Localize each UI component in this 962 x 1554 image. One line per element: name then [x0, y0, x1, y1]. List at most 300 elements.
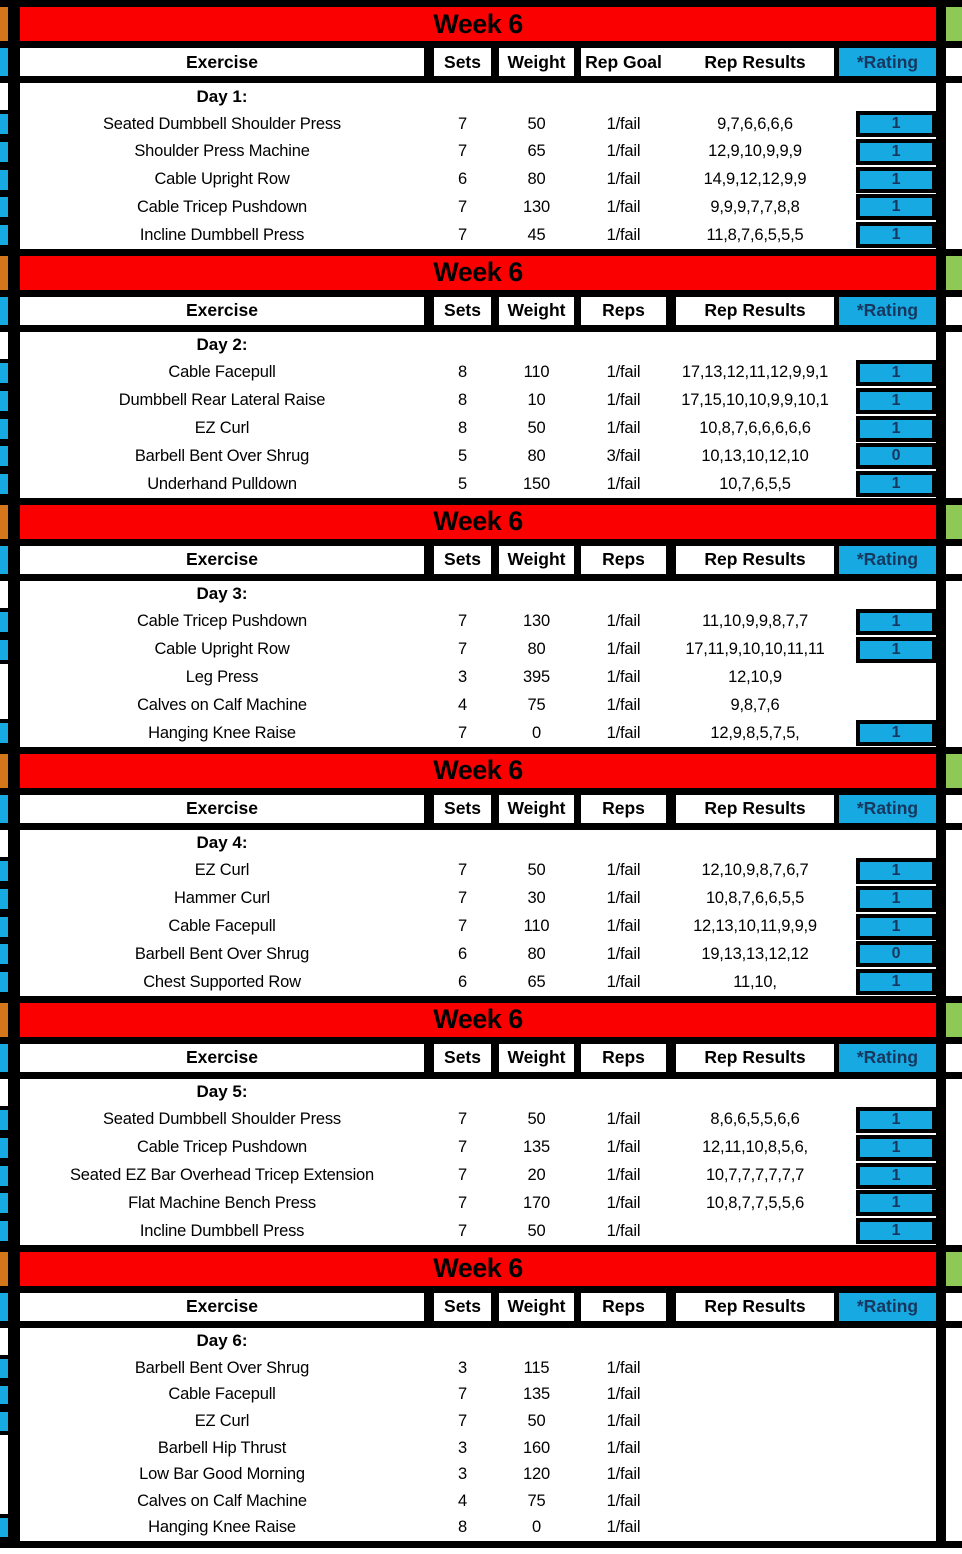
- next-week-edge-cell[interactable]: [946, 256, 962, 290]
- rep-results-cell[interactable]: 12,9,10,9,9,9: [708, 142, 802, 161]
- weight-cell[interactable]: 50: [527, 419, 546, 438]
- rating-value-box[interactable]: 1: [856, 1163, 936, 1189]
- prev-rating-header-edge[interactable]: [0, 546, 8, 574]
- next-week-edge-cell[interactable]: [946, 1003, 962, 1037]
- rep-results-cell[interactable]: [676, 1217, 834, 1245]
- rating-value-box[interactable]: 1: [856, 609, 936, 635]
- sets-cell[interactable]: 4: [458, 1491, 467, 1510]
- rating-value-box[interactable]: 1: [856, 1135, 936, 1161]
- exercise-name-cell[interactable]: Chest Supported Row: [143, 972, 301, 991]
- column-divider: [424, 1044, 434, 1072]
- rating-value-box[interactable]: 1: [856, 194, 936, 220]
- weight-cell[interactable]: 150: [523, 474, 550, 493]
- exercise-row: [0, 913, 962, 941]
- rep-results-column-header[interactable]: Rep Results: [704, 1047, 806, 1068]
- weight-cell[interactable]: 65: [527, 972, 546, 991]
- rep-goal-cell[interactable]: 1/fail: [606, 142, 641, 161]
- rep-goal-cell[interactable]: 1/fail: [606, 170, 641, 189]
- prev-week-edge-cell[interactable]: [0, 505, 8, 539]
- day-label-cell[interactable]: Day 1:: [196, 86, 248, 106]
- week-title-cell[interactable]: Week 6: [20, 1003, 936, 1037]
- rating-cell: [839, 1106, 936, 1134]
- sets-cell[interactable]: 7: [458, 917, 467, 936]
- rep-goal-cell[interactable]: 1/fail: [606, 917, 641, 936]
- exercise-name-cell[interactable]: Cable Tricep Pushdown: [136, 1138, 308, 1157]
- weight-cell[interactable]: 115: [523, 1358, 550, 1377]
- sets-column-header[interactable]: Sets: [444, 51, 481, 72]
- rating-value-box[interactable]: 1: [856, 167, 936, 193]
- rating-value-box[interactable]: 1: [856, 1107, 936, 1133]
- exercise-name-cell[interactable]: Barbell Bent Over Shrug: [134, 944, 310, 963]
- prev-rating-header-edge[interactable]: [0, 1044, 8, 1072]
- sets-cell[interactable]: 3: [458, 1358, 467, 1377]
- rep-goal-cell[interactable]: 1/fail: [606, 944, 641, 963]
- sets-cell[interactable]: 3: [458, 1438, 467, 1457]
- weight-cell[interactable]: 75: [527, 1491, 546, 1510]
- weight-cell[interactable]: 80: [527, 640, 546, 659]
- rep-results-cell[interactable]: 17,13,12,11,12,9,9,1: [681, 363, 829, 382]
- weight-cell[interactable]: 135: [523, 1385, 550, 1404]
- rating-value-box[interactable]: 1: [856, 1218, 936, 1244]
- sets-cell[interactable]: 7: [458, 114, 467, 133]
- table-left-border: [8, 719, 20, 747]
- empty-cells[interactable]: [424, 581, 936, 608]
- prev-week-edge-cell[interactable]: [0, 754, 8, 788]
- exercise-name-cell[interactable]: Flat Machine Bench Press: [128, 1193, 316, 1212]
- rating-value-box[interactable]: 1: [856, 139, 936, 165]
- exercise-name-cell[interactable]: Seated Dumbbell Shoulder Press: [103, 1110, 341, 1129]
- exercise-column-header[interactable]: Exercise: [185, 51, 258, 72]
- sets-cell[interactable]: 4: [458, 695, 467, 714]
- weight-column-header[interactable]: Weight: [507, 300, 566, 321]
- weight-cell[interactable]: 120: [523, 1465, 550, 1484]
- reps-column-header[interactable]: Reps: [602, 300, 645, 321]
- rep-results-cell[interactable]: [676, 1355, 834, 1382]
- table-left-border: [8, 1003, 20, 1037]
- weight-cell[interactable]: 50: [527, 861, 546, 880]
- rating-cell: [839, 608, 936, 636]
- next-week-edge-cell[interactable]: [946, 1252, 962, 1286]
- prev-rating-header-edge[interactable]: [0, 297, 8, 325]
- rep-goal-cell[interactable]: 1/fail: [606, 723, 641, 742]
- next-table-edge: [946, 1435, 962, 1462]
- sets-cell[interactable]: 7: [458, 225, 467, 244]
- rating-value-box[interactable]: 1: [856, 886, 936, 912]
- sets-cell[interactable]: 7: [458, 1193, 467, 1212]
- exercise-row: [0, 719, 962, 747]
- table-right-border: [936, 166, 946, 194]
- rep-goal-cell[interactable]: 1/fail: [606, 640, 641, 659]
- rep-results-column-header[interactable]: Rep Results: [704, 1296, 806, 1317]
- week-title-cell[interactable]: Week 6: [20, 1252, 936, 1286]
- weight-cell[interactable]: 20: [527, 1166, 546, 1185]
- rating-value-box[interactable]: 0: [856, 941, 936, 967]
- weight-cell[interactable]: 65: [527, 142, 546, 161]
- exercise-row: [0, 940, 962, 968]
- table-left-border: [8, 608, 20, 636]
- rating-column-header[interactable]: *Rating: [839, 1293, 936, 1321]
- rep-results-cell[interactable]: 19,13,13,12,12: [701, 944, 809, 963]
- day-label-cell[interactable]: Day 4:: [196, 833, 248, 853]
- weight-cell[interactable]: 170: [523, 1193, 550, 1212]
- reps-column-header[interactable]: Reps: [602, 1296, 645, 1317]
- rep-goal-cell[interactable]: 1/fail: [606, 225, 641, 244]
- exercise-column-header[interactable]: Exercise: [185, 1296, 258, 1317]
- column-divider: [491, 1044, 499, 1072]
- rep-results-cell[interactable]: [676, 1461, 834, 1488]
- rep-goal-cell[interactable]: 1/fail: [606, 419, 641, 438]
- rep-results-column-header[interactable]: Rep Results: [704, 549, 806, 570]
- prev-rating-cell-edge: [0, 138, 8, 166]
- rep-goal-cell[interactable]: 1/fail: [606, 1465, 641, 1484]
- rating-column-header[interactable]: *Rating: [839, 297, 936, 325]
- sets-cell[interactable]: 5: [458, 474, 467, 493]
- sets-cell[interactable]: 7: [458, 612, 467, 631]
- table-right-border: [936, 1328, 946, 1355]
- weight-cell[interactable]: 50: [527, 1411, 546, 1430]
- rep-results-cell[interactable]: 12,13,10,11,9,9,9: [693, 917, 817, 936]
- rating-value-box[interactable]: 1: [856, 720, 936, 746]
- next-table-edge: [946, 221, 962, 249]
- rep-goal-cell[interactable]: 1/fail: [606, 1491, 641, 1510]
- prev-rating-cell-edge: [0, 636, 8, 664]
- week-section: [0, 498, 962, 747]
- weight-cell[interactable]: 30: [527, 889, 546, 908]
- rep-results-cell[interactable]: 12,10,9: [728, 667, 782, 686]
- sets-cell[interactable]: 7: [458, 889, 467, 908]
- rep-results-cell[interactable]: [676, 1408, 834, 1435]
- exercise-name-cell[interactable]: Barbell Bent Over Shrug: [134, 446, 310, 465]
- rep-goal-cell[interactable]: 1/fail: [606, 363, 641, 382]
- weight-column-header[interactable]: Weight: [507, 51, 566, 72]
- weight-cell[interactable]: 75: [527, 695, 546, 714]
- rep-goal-cell[interactable]: 1/fail: [606, 1518, 641, 1537]
- rating-value-box[interactable]: 1: [856, 858, 936, 884]
- divider: [0, 788, 962, 795]
- sets-column-header[interactable]: Sets: [444, 798, 481, 819]
- rep-goal-cell[interactable]: 1/fail: [606, 1110, 641, 1129]
- prev-week-edge-cell[interactable]: [0, 256, 8, 290]
- exercise-name-cell[interactable]: Hammer Curl: [174, 889, 270, 908]
- weight-cell[interactable]: 50: [527, 1221, 546, 1240]
- rep-results-cell[interactable]: 10,7,6,5,5: [719, 474, 791, 493]
- rep-results-cell[interactable]: [676, 1488, 834, 1515]
- exercise-name-cell[interactable]: Cable Facepull: [168, 1385, 276, 1404]
- weight-cell[interactable]: 130: [523, 197, 550, 216]
- rep-goal-cell[interactable]: 1/fail: [606, 1166, 641, 1185]
- weight-cell[interactable]: 50: [527, 1110, 546, 1129]
- empty-cells[interactable]: [424, 830, 936, 857]
- weight-cell[interactable]: 45: [527, 225, 546, 244]
- sets-cell[interactable]: 8: [458, 1518, 467, 1537]
- rating-cell: [839, 1408, 936, 1435]
- table-right-border: [936, 795, 946, 823]
- sets-column-header[interactable]: Sets: [444, 300, 481, 321]
- exercise-name-cell[interactable]: Low Bar Good Morning: [139, 1465, 305, 1484]
- exercise-name-cell[interactable]: EZ Curl: [194, 419, 250, 438]
- prev-week-edge-cell[interactable]: [0, 7, 8, 41]
- exercise-name-cell[interactable]: Cable Tricep Pushdown: [136, 197, 308, 216]
- next-table-edge: [946, 885, 962, 913]
- empty-cells[interactable]: [424, 1079, 936, 1106]
- rep-results-cell[interactable]: [676, 1382, 834, 1409]
- rating-column-header[interactable]: *Rating: [839, 48, 936, 76]
- reps-column-header[interactable]: Reps: [602, 1047, 645, 1068]
- rep-results-cell[interactable]: 12,10,9,8,7,6,7: [701, 861, 809, 880]
- weight-cell[interactable]: 50: [527, 114, 546, 133]
- sets-cell[interactable]: 7: [458, 1166, 467, 1185]
- weight-column-header[interactable]: Weight: [507, 549, 566, 570]
- exercise-name-cell[interactable]: Cable Facepull: [168, 363, 276, 382]
- rep-results-cell[interactable]: 9,7,6,6,6,6: [717, 114, 793, 133]
- exercise-name-cell[interactable]: Seated EZ Bar Overhead Tricep Extension: [69, 1166, 375, 1185]
- sets-cell[interactable]: 7: [458, 1411, 467, 1430]
- week-section: [0, 249, 962, 498]
- day-label-cell[interactable]: Day 6:: [196, 1331, 248, 1351]
- exercise-name-cell[interactable]: Incline Dumbbell Press: [139, 1221, 305, 1240]
- exercise-name-cell[interactable]: EZ Curl: [194, 861, 250, 880]
- rep-results-cell[interactable]: 17,15,10,10,9,9,10,1: [681, 391, 829, 410]
- day-label-cell[interactable]: Day 3:: [196, 584, 248, 604]
- day-label-cell[interactable]: Day 2:: [196, 335, 248, 355]
- week-header-row: [0, 1252, 962, 1286]
- rep-goal-cell[interactable]: 1/fail: [606, 1138, 641, 1157]
- next-table-edge: [946, 166, 962, 194]
- rep-goal-cell[interactable]: 1/fail: [606, 197, 641, 216]
- table-right-border: [936, 193, 946, 221]
- prev-week-edge-cell[interactable]: [0, 1252, 8, 1286]
- rep-goal-cell[interactable]: 1/fail: [606, 1358, 641, 1377]
- exercise-name-cell[interactable]: Cable Facepull: [168, 917, 276, 936]
- sets-cell[interactable]: 8: [458, 391, 467, 410]
- rating-value-box[interactable]: 1: [856, 111, 936, 137]
- rep-goal-cell[interactable]: 1/fail: [606, 1411, 641, 1430]
- prev-rating-cell-edge: [0, 691, 8, 719]
- weight-cell[interactable]: 160: [523, 1438, 550, 1457]
- weight-cell[interactable]: 80: [527, 446, 546, 465]
- rating-cell: [839, 110, 936, 138]
- day-label-row: [0, 581, 962, 608]
- rating-value-box[interactable]: 1: [856, 222, 936, 248]
- sets-cell[interactable]: 7: [458, 723, 467, 742]
- exercise-name-cell[interactable]: Seated Dumbbell Shoulder Press: [103, 114, 341, 133]
- prev-week-edge-cell[interactable]: [0, 1003, 8, 1037]
- rating-value-box[interactable]: 1: [856, 388, 936, 414]
- week-title-cell[interactable]: Week 6: [20, 754, 936, 788]
- exercise-column-header[interactable]: Exercise: [185, 549, 258, 570]
- rep-results-column-header[interactable]: Rep Results: [704, 51, 806, 72]
- rep-goal-cell[interactable]: 1/fail: [606, 1193, 641, 1212]
- rep-goal-cell[interactable]: 1/fail: [606, 861, 641, 880]
- prev-rating-cell-edge: [0, 719, 8, 747]
- day-label-row: [0, 1079, 962, 1106]
- rep-results-cell[interactable]: 11,10,9,9,8,7,7: [702, 612, 808, 631]
- exercise-name-cell[interactable]: Incline Dumbbell Press: [139, 225, 305, 244]
- prev-rating-header-edge[interactable]: [0, 48, 8, 76]
- weight-cell[interactable]: 0: [532, 1518, 541, 1537]
- next-table-edge: [946, 415, 962, 443]
- rep-results-cell[interactable]: 17,11,9,10,10,11,11: [685, 640, 825, 659]
- rep-results-cell[interactable]: 14,9,12,12,9,9: [703, 170, 807, 189]
- reps-column-header[interactable]: Reps: [602, 549, 645, 570]
- next-week-edge-cell[interactable]: [946, 754, 962, 788]
- rating-value-box[interactable]: 1: [856, 969, 936, 995]
- reps-column-header[interactable]: Reps: [602, 798, 645, 819]
- exercise-name-cell[interactable]: Calves on Calf Machine: [137, 1491, 307, 1510]
- rep-results-cell[interactable]: 10,8,7,6,6,5,5: [705, 889, 805, 908]
- left-edge-cell: [0, 581, 8, 608]
- prev-rating-header-edge[interactable]: [0, 795, 8, 823]
- rating-value-box[interactable]: 1: [856, 471, 936, 497]
- rep-results-cell[interactable]: [676, 1435, 834, 1462]
- rep-goal-cell[interactable]: 1/fail: [606, 667, 641, 686]
- exercise-row: [0, 221, 962, 249]
- sets-cell[interactable]: 7: [458, 197, 467, 216]
- rep-results-cell[interactable]: 10,13,10,12,10: [701, 446, 809, 465]
- rating-column-header[interactable]: *Rating: [839, 795, 936, 823]
- prev-rating-header-edge[interactable]: [0, 1293, 8, 1321]
- sets-column-header[interactable]: Sets: [444, 1296, 481, 1317]
- weight-column-header[interactable]: Weight: [507, 798, 566, 819]
- sets-cell[interactable]: 6: [458, 944, 467, 963]
- column-divider: [491, 546, 499, 574]
- rating-value-box[interactable]: 0: [856, 443, 936, 469]
- exercise-name-cell[interactable]: Shoulder Press Machine: [134, 142, 310, 161]
- exercise-name-cell[interactable]: Hanging Knee Raise: [148, 723, 296, 742]
- weight-cell[interactable]: 130: [523, 612, 550, 631]
- rating-column-header[interactable]: *Rating: [839, 1044, 936, 1072]
- rating-cell: [839, 359, 936, 387]
- sets-cell[interactable]: 7: [458, 142, 467, 161]
- rep-goal-cell[interactable]: 1/fail: [606, 695, 641, 714]
- rep-results-cell[interactable]: 10,8,7,6,6,6,6,6: [699, 419, 811, 438]
- sets-cell[interactable]: 7: [458, 1385, 467, 1404]
- week-title-cell[interactable]: Week 6: [20, 505, 936, 539]
- rep-results-cell[interactable]: [676, 1514, 834, 1541]
- rating-value-box[interactable]: 1: [856, 637, 936, 663]
- sets-column-header[interactable]: Sets: [444, 549, 481, 570]
- rep-results-cell[interactable]: 12,9,8,5,7,5,: [710, 723, 800, 742]
- prev-rating-cell-edge: [0, 913, 8, 941]
- rep-results-column-header[interactable]: Rep Results: [704, 300, 806, 321]
- reps-column-header[interactable]: Rep Goal: [585, 51, 662, 72]
- rep-results-cell[interactable]: 9,9,9,7,7,8,8: [710, 197, 800, 216]
- exercise-column-header[interactable]: Exercise: [185, 1047, 258, 1068]
- exercise-column-header[interactable]: Exercise: [185, 300, 258, 321]
- sets-column-header[interactable]: Sets: [444, 1047, 481, 1068]
- weight-cell[interactable]: 395: [523, 667, 550, 686]
- sets-cell[interactable]: 8: [458, 419, 467, 438]
- exercise-column-header[interactable]: Exercise: [185, 798, 258, 819]
- table-right-border: [936, 546, 946, 574]
- rating-value-box[interactable]: 1: [856, 1190, 936, 1216]
- week-title-cell[interactable]: Week 6: [20, 256, 936, 290]
- next-week-edge-cell[interactable]: [946, 7, 962, 41]
- week-title-cell[interactable]: Week 6: [20, 7, 936, 41]
- day-label-row: [0, 83, 962, 110]
- rep-goal-cell[interactable]: 1/fail: [606, 889, 641, 908]
- rep-results-cell[interactable]: 12,11,10,8,5,6,: [702, 1138, 808, 1157]
- empty-cells[interactable]: [424, 332, 936, 359]
- rating-value-box[interactable]: 1: [856, 914, 936, 940]
- table-left-border: [8, 691, 20, 719]
- weight-cell[interactable]: 0: [532, 723, 541, 742]
- rep-results-cell[interactable]: 10,7,7,7,7,7,7: [705, 1166, 805, 1185]
- weight-cell[interactable]: 80: [527, 170, 546, 189]
- sets-cell[interactable]: 5: [458, 446, 467, 465]
- rep-goal-cell[interactable]: 1/fail: [606, 1221, 641, 1240]
- rep-results-column-header[interactable]: Rep Results: [704, 798, 806, 819]
- empty-cells[interactable]: [424, 1328, 936, 1355]
- rep-goal-cell[interactable]: 1/fail: [606, 114, 641, 133]
- sets-cell[interactable]: 3: [458, 1465, 467, 1484]
- exercise-name-cell[interactable]: EZ Curl: [194, 1411, 250, 1430]
- weight-column-header[interactable]: Weight: [507, 1047, 566, 1068]
- table-left-border: [8, 664, 20, 692]
- rep-results-cell[interactable]: 9,8,7,6: [730, 695, 780, 714]
- sets-cell[interactable]: 8: [458, 363, 467, 382]
- left-edge-cell: [0, 830, 8, 857]
- sets-cell[interactable]: 3: [458, 667, 467, 686]
- next-week-edge-cell[interactable]: [946, 505, 962, 539]
- prev-rating-cell-edge: [0, 1355, 8, 1382]
- exercise-name-cell[interactable]: Cable Upright Row: [154, 170, 290, 189]
- day-label-cell[interactable]: Day 5:: [196, 1082, 248, 1102]
- exercise-name-cell[interactable]: Leg Press: [185, 667, 259, 686]
- weight-cell[interactable]: 110: [523, 917, 550, 936]
- exercise-name-cell[interactable]: Barbell Bent Over Shrug: [134, 1358, 310, 1377]
- weight-column-header[interactable]: Weight: [507, 1296, 566, 1317]
- exercise-name-cell[interactable]: Hanging Knee Raise: [148, 1518, 296, 1537]
- weight-cell[interactable]: 10: [527, 391, 546, 410]
- weight-cell[interactable]: 135: [523, 1138, 550, 1157]
- rep-results-cell[interactable]: 8,6,6,5,5,6,6: [710, 1110, 800, 1129]
- rep-results-cell[interactable]: 10,8,7,7,5,5,6: [705, 1193, 805, 1212]
- rep-goal-cell[interactable]: 1/fail: [606, 1438, 641, 1457]
- section-top-border: [0, 0, 962, 7]
- rep-goal-cell[interactable]: 1/fail: [606, 474, 641, 493]
- exercise-name-cell[interactable]: Cable Tricep Pushdown: [136, 612, 308, 631]
- rep-results-cell[interactable]: 11,8,7,6,5,5,5: [706, 225, 804, 244]
- empty-cells[interactable]: [424, 83, 936, 110]
- rep-goal-cell[interactable]: 1/fail: [606, 972, 641, 991]
- sets-cell[interactable]: 7: [458, 1221, 467, 1240]
- rep-goal-cell[interactable]: 1/fail: [606, 391, 641, 410]
- rating-value-box[interactable]: 1: [856, 416, 936, 442]
- rep-goal-cell[interactable]: 1/fail: [606, 1385, 641, 1404]
- exercise-name-cell[interactable]: Dumbbell Rear Lateral Raise: [118, 391, 326, 410]
- weight-cell[interactable]: 80: [527, 944, 546, 963]
- rep-results-cell[interactable]: 11,10,: [733, 972, 777, 991]
- sets-cell[interactable]: 7: [458, 1110, 467, 1129]
- weight-cell[interactable]: 110: [523, 363, 550, 382]
- rating-column-header[interactable]: *Rating: [839, 546, 936, 574]
- exercise-name-cell[interactable]: Underhand Pulldown: [147, 474, 297, 493]
- column-divider: [424, 1293, 434, 1321]
- sets-cell[interactable]: 7: [458, 640, 467, 659]
- rep-goal-cell[interactable]: 1/fail: [606, 612, 641, 631]
- rating-value-box[interactable]: 1: [856, 360, 936, 386]
- table-left-border: [8, 1079, 20, 1106]
- sets-cell[interactable]: 6: [458, 170, 467, 189]
- rep-goal-cell[interactable]: 3/fail: [606, 446, 641, 465]
- exercise-name-cell[interactable]: Cable Upright Row: [154, 640, 290, 659]
- exercise-name-cell[interactable]: Barbell Hip Thrust: [157, 1438, 287, 1457]
- sets-cell[interactable]: 7: [458, 1138, 467, 1157]
- sets-cell[interactable]: 7: [458, 861, 467, 880]
- exercise-name-cell[interactable]: Calves on Calf Machine: [137, 695, 307, 714]
- sets-cell[interactable]: 6: [458, 972, 467, 991]
